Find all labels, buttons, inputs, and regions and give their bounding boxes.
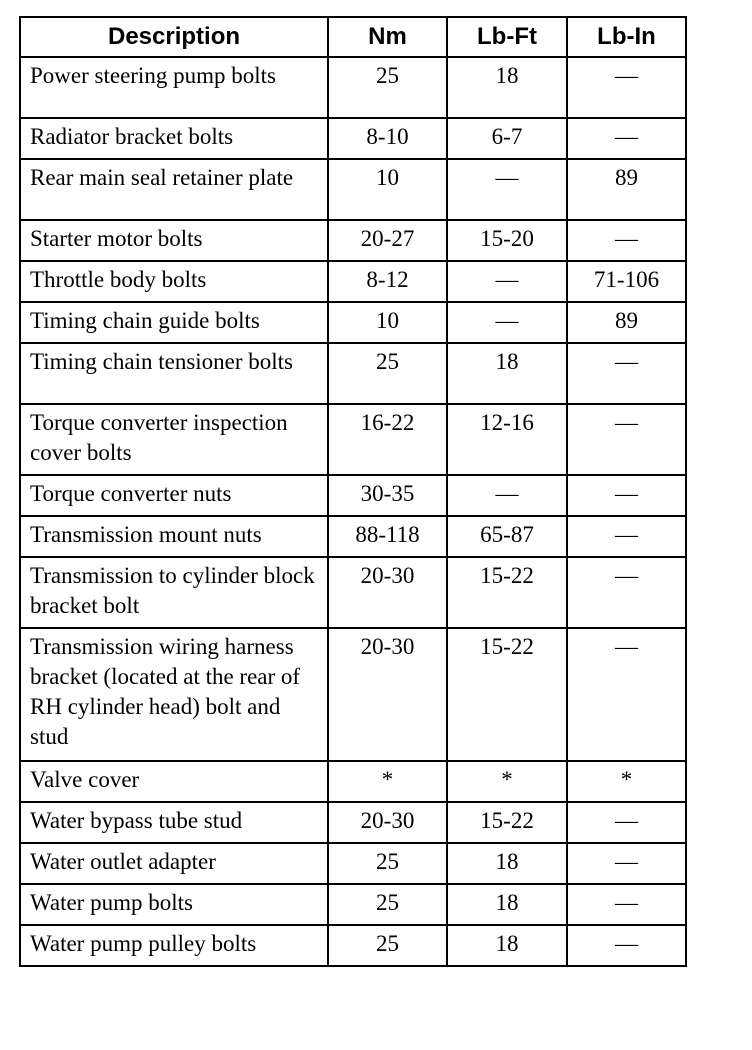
table-row xyxy=(20,925,686,966)
row-lbft: 15-22 xyxy=(447,557,567,628)
row-nm: 88-118 xyxy=(328,516,447,557)
row-lbft: 15-20 xyxy=(447,220,567,261)
row-description: Water pump bolts xyxy=(20,884,328,925)
row-description: Water bypass tube stud xyxy=(20,802,328,843)
row-lbin: — xyxy=(567,475,686,516)
row-description: Transmission to cylinder block bracket bolt xyxy=(20,557,328,628)
row-lbin: — xyxy=(567,884,686,925)
row-nm: 25 xyxy=(328,925,447,966)
row-description: Torque converter inspection cover bolts xyxy=(20,404,328,475)
row-nm: 20-30 xyxy=(328,802,447,843)
row-nm: 10 xyxy=(328,302,447,343)
row-nm: 25 xyxy=(328,57,447,118)
row-description: Transmission mount nuts xyxy=(20,516,328,557)
row-nm: 10 xyxy=(328,159,447,220)
torque-spec-table xyxy=(19,16,687,967)
table-row xyxy=(20,557,686,628)
row-nm: 25 xyxy=(328,343,447,404)
row-lbin: 89 xyxy=(567,302,686,343)
row-nm: 20-30 xyxy=(328,628,447,761)
header-row xyxy=(20,17,686,57)
row-nm: 25 xyxy=(328,843,447,884)
row-lbft: 18 xyxy=(447,925,567,966)
row-description: Torque converter nuts xyxy=(20,475,328,516)
row-lbin: — xyxy=(567,118,686,159)
row-lbin: * xyxy=(567,761,686,802)
row-lbin: — xyxy=(567,57,686,118)
table-row xyxy=(20,118,686,159)
row-lbft: 15-22 xyxy=(447,802,567,843)
table-row xyxy=(20,220,686,261)
row-lbin: — xyxy=(567,557,686,628)
row-description: Water outlet adapter xyxy=(20,843,328,884)
table-row xyxy=(20,159,686,220)
row-lbin: 89 xyxy=(567,159,686,220)
row-lbin: — xyxy=(567,343,686,404)
row-lbin: — xyxy=(567,802,686,843)
row-description: Radiator bracket bolts xyxy=(20,118,328,159)
table-row xyxy=(20,843,686,884)
row-description: Timing chain guide bolts xyxy=(20,302,328,343)
row-lbft: 15-22 xyxy=(447,628,567,761)
row-nm: 16-22 xyxy=(328,404,447,475)
row-lbin: — xyxy=(567,220,686,261)
row-description: Transmission wiring harness bracket (located at the rear of RH cylinder head) bolt and stud xyxy=(20,628,328,761)
row-lbft: 18 xyxy=(447,884,567,925)
row-lbin: — xyxy=(567,628,686,761)
header-lbft: Lb-Ft xyxy=(447,17,567,57)
row-lbft: 18 xyxy=(447,57,567,118)
row-description: Starter motor bolts xyxy=(20,220,328,261)
row-lbft: 12-16 xyxy=(447,404,567,475)
table-row xyxy=(20,761,686,802)
row-nm: 20-27 xyxy=(328,220,447,261)
table-row xyxy=(20,404,686,475)
row-lbft: 18 xyxy=(447,343,567,404)
row-description: Valve cover xyxy=(20,761,328,802)
header-nm: Nm xyxy=(328,17,447,57)
row-lbft: — xyxy=(447,159,567,220)
header-lbin: Lb-In xyxy=(567,17,686,57)
row-lbin: — xyxy=(567,404,686,475)
row-nm: 8-12 xyxy=(328,261,447,302)
row-nm: * xyxy=(328,761,447,802)
row-lbin: — xyxy=(567,925,686,966)
row-lbft: * xyxy=(447,761,567,802)
table-row xyxy=(20,261,686,302)
row-lbft: 6-7 xyxy=(447,118,567,159)
row-nm: 20-30 xyxy=(328,557,447,628)
table-row xyxy=(20,628,686,761)
row-lbft: 65-87 xyxy=(447,516,567,557)
row-nm: 30-35 xyxy=(328,475,447,516)
row-lbin: 71-106 xyxy=(567,261,686,302)
row-nm: 25 xyxy=(328,884,447,925)
table-row xyxy=(20,302,686,343)
row-description: Throttle body bolts xyxy=(20,261,328,302)
table-row xyxy=(20,343,686,404)
header-description: Description xyxy=(20,17,328,57)
row-lbft: — xyxy=(447,302,567,343)
table-row xyxy=(20,802,686,843)
row-lbft: — xyxy=(447,261,567,302)
row-nm: 8-10 xyxy=(328,118,447,159)
row-description: Rear main seal retainer plate xyxy=(20,159,328,220)
row-description: Timing chain tensioner bolts xyxy=(20,343,328,404)
table-row xyxy=(20,57,686,118)
row-lbin: — xyxy=(567,516,686,557)
row-lbft: 18 xyxy=(447,843,567,884)
table-row xyxy=(20,516,686,557)
table-row xyxy=(20,475,686,516)
row-lbin: — xyxy=(567,843,686,884)
table-row xyxy=(20,884,686,925)
row-lbft: — xyxy=(447,475,567,516)
row-description: Water pump pulley bolts xyxy=(20,925,328,966)
row-description: Power steering pump bolts xyxy=(20,57,328,118)
